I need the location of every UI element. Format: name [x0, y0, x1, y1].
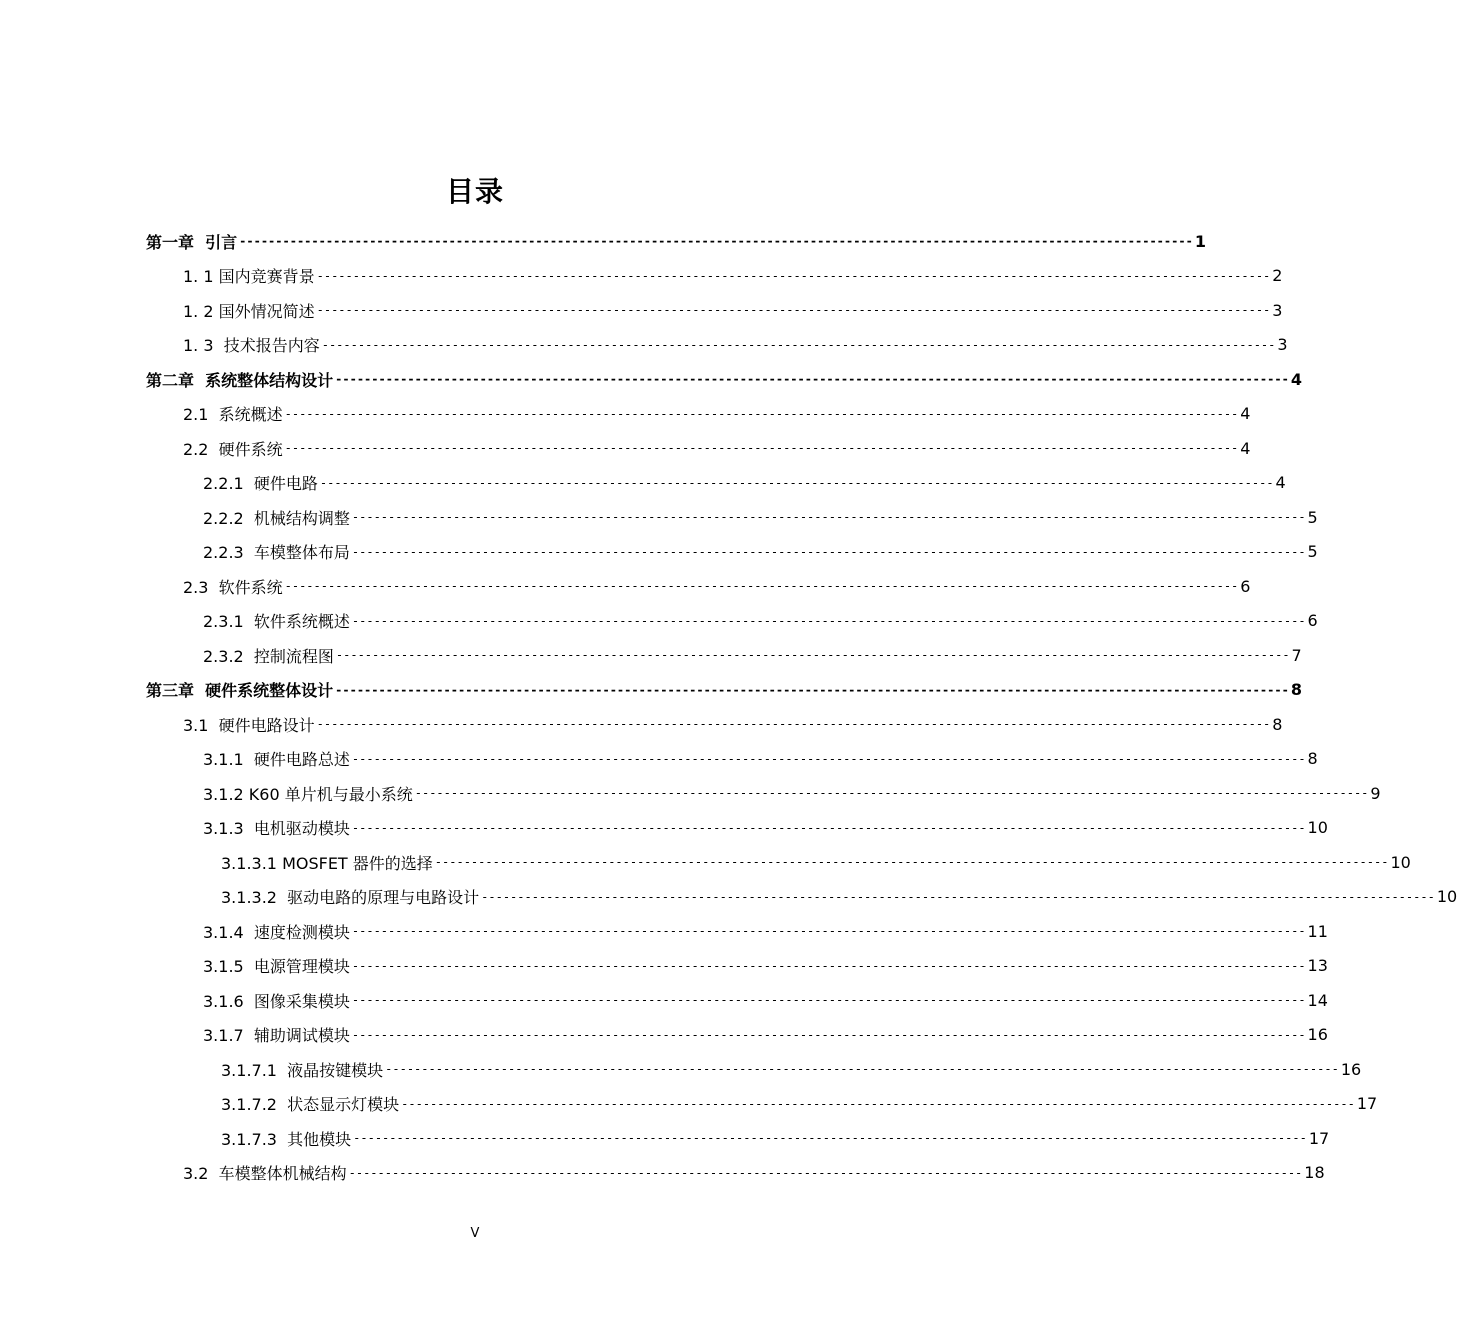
toc-entry-label: 3.1.6 图像采集模块 [203, 991, 350, 1011]
toc-entry-page: 3 [1272, 300, 1283, 320]
toc-entry-label: 3.1.3 电机驱动模块 [203, 819, 350, 838]
toc-dot-leader: ------------------------------------------------------------------------------------------------------------------------------------ [316, 268, 1271, 283]
toc-entry-3-1-7[interactable] [203, 1018, 1328, 1052]
toc-entry-page: 4 [1275, 473, 1286, 492]
toc-entry-label: 3.1.5 电源管理模块 [203, 957, 350, 976]
toc-entry-page: 6 [1240, 576, 1251, 596]
toc-entry-label: 2.2.1 硬件电路 [203, 474, 318, 493]
toc-entry-2-2-1[interactable] [203, 466, 1286, 500]
toc-entry-page: 18 [1304, 1163, 1325, 1182]
toc-entry-2-3[interactable] [183, 569, 1251, 603]
toc-entry-page: 16 [1307, 1025, 1328, 1044]
toc-entry-3-1-5[interactable] [203, 949, 1328, 983]
toc-entry-label: 3.1 硬件电路设计 [183, 715, 315, 735]
toc-entry-1-1[interactable] [183, 259, 1283, 293]
toc-entry-page: 11 [1307, 921, 1328, 941]
toc-dot-leader: ------------------------------------------------------------------------------------------------------------------------------------ [351, 993, 1306, 1007]
toc-dot-leader: ------------------------------------------------------------------------------------------------------------------------------------ [385, 1062, 1339, 1076]
toc-dot-leader: ------------------------------------------------------------------------------------------------------------------------------------ [319, 475, 1274, 490]
toc-entry-label: 3.1.1 硬件电路总述 [203, 750, 350, 769]
toc-dot-leader: ------------------------------------------------------------------------------------------------------------------------------------ [284, 441, 1239, 455]
page-number-footer: V [470, 1226, 480, 1241]
toc-entry-page: 4 [1240, 438, 1251, 458]
toc-entry-label: 2.3.1 软件系统概述 [203, 612, 350, 631]
toc-entry-label: 2.1 系统概述 [183, 405, 283, 424]
toc-entry-page: 3 [1277, 335, 1288, 354]
toc-entry-label: 2.3.2 控制流程图 [203, 646, 334, 666]
toc-entry-page: 8 [1272, 714, 1283, 734]
toc-dot-leader: ------------------------------------------------------------------------------------------------------------------------------------ [335, 372, 1289, 386]
toc-entry-label: 1. 3 技术报告内容 [183, 336, 320, 355]
toc-dot-leader: ------------------------------------------------------------------------------------------------------------------------------------ [316, 717, 1271, 731]
toc-entry-page: 8 [1307, 749, 1318, 768]
toc-entry-label: 3.1.7.3 其他模块 [221, 1129, 352, 1149]
toc-dot-leader: ------------------------------------------------------------------------------------------------------------------------------------ [351, 544, 1306, 559]
toc-entry-3-2[interactable] [183, 1156, 1325, 1190]
toc-entry-3-1-2[interactable] [203, 776, 1381, 810]
toc-entry-2-2[interactable] [183, 431, 1251, 465]
toc-dot-leader: ------------------------------------------------------------------------------------------------------------------------------------ [316, 303, 1271, 317]
toc-dot-leader: ------------------------------------------------------------------------------------------------------------------------------------ [351, 1027, 1306, 1042]
toc-entry-2-3-1[interactable] [203, 604, 1318, 638]
toc-entry-page: 10 [1390, 852, 1411, 872]
toc-entry-label: 第二章 系统整体结构设计 [146, 370, 334, 390]
toc-entry-1-2[interactable] [183, 293, 1283, 327]
toc-dot-leader: ------------------------------------------------------------------------------------------------------------------------------------ [351, 510, 1306, 524]
toc-entry-label: 2.2.2 机械结构调整 [203, 508, 350, 528]
toc-entry-label: 3.1.7.1 液晶按键模块 [221, 1060, 384, 1080]
toc-entry-page: 5 [1307, 507, 1318, 527]
toc-entry-page: 8 [1290, 680, 1302, 699]
toc-entry-label: 3.1.4 速度检测模块 [203, 922, 350, 942]
toc-entry-page: 6 [1307, 611, 1318, 630]
toc-entry-3-1-3[interactable] [203, 811, 1328, 845]
toc-entry-label: 2.2.3 车模整体布局 [203, 543, 350, 562]
toc-entry-page: 14 [1307, 990, 1328, 1010]
toc-dot-leader: ------------------------------------------------------------------------------------------------------------------------------------ [434, 855, 1389, 869]
toc-entry-3-1-6[interactable] [203, 983, 1328, 1017]
toc-entry-label: 3.1.3.2 驱动电路的原理与电路设计 [221, 888, 480, 907]
page-title: 目录 [445, 175, 504, 208]
toc-entry-1-3[interactable] [183, 328, 1288, 362]
toc-entry-chapter-2[interactable] [146, 362, 1302, 396]
toc-entry-page: 17 [1308, 1128, 1330, 1148]
toc-entry-label: 3.1.7.2 状态显示灯模块 [221, 1095, 400, 1114]
toc-entry-label: 1. 2 国外情况简述 [183, 301, 315, 321]
toc-dot-leader: ------------------------------------------------------------------------------------------------------------------------------------ [284, 406, 1239, 421]
toc-dot-leader: ------------------------------------------------------------------------------------------------------------------------------------ [335, 648, 1290, 662]
toc-dot-leader: ------------------------------------------------------------------------------------------------------------------------------------ [239, 234, 1193, 248]
toc-entry-page: 10 [1436, 887, 1457, 906]
toc-entry-page: 2 [1272, 266, 1283, 285]
toc-entry-2-1[interactable] [183, 397, 1251, 431]
toc-entry-page: 4 [1240, 404, 1251, 423]
toc-dot-leader: ------------------------------------------------------------------------------------------------------------------------------------ [351, 820, 1306, 835]
toc-entry-3-1-4[interactable] [203, 914, 1328, 948]
toc-entry-page: 13 [1307, 956, 1328, 975]
toc-entry-chapter-3[interactable] [146, 673, 1302, 707]
toc-entry-3-1-3-2[interactable] [221, 880, 1457, 914]
toc-dot-leader: ------------------------------------------------------------------------------------------------------------------------------------ [351, 958, 1306, 973]
toc-entry-page: 7 [1291, 645, 1302, 665]
toc-entry-label: 第一章 引言 [146, 232, 238, 252]
toc-entry-label: 第三章 硬件系统整体设计 [146, 681, 334, 700]
toc-entry-3-1-7-3[interactable] [221, 1121, 1330, 1155]
toc-entry-page: 4 [1290, 369, 1302, 389]
toc-dot-leader: ------------------------------------------------------------------------------------------------------------------------------------ [348, 1165, 1303, 1180]
toc-dot-leader: ------------------------------------------------------------------------------------------------------------------------------------ [351, 924, 1306, 938]
toc-entry-page: 17 [1356, 1094, 1378, 1113]
toc-entry-2-2-3[interactable] [203, 535, 1318, 569]
toc-dot-leader: ------------------------------------------------------------------------------------------------------------------------------------ [414, 786, 1369, 800]
toc-entry-label: 1. 1 国内竞赛背景 [183, 267, 315, 286]
toc-entry-page: 9 [1370, 783, 1381, 803]
toc-entry-label: 2.2 硬件系统 [183, 439, 283, 459]
toc-entry-label: 3.1.2 K60 单片机与最小系统 [203, 784, 413, 804]
toc-dot-leader: ------------------------------------------------------------------------------------------------------------------------------------ [284, 579, 1239, 593]
toc-dot-leader: ------------------------------------------------------------------------------------------------------------------------------------ [321, 337, 1276, 352]
toc-dot-leader: ------------------------------------------------------------------------------------------------------------------------------------ [401, 1096, 1355, 1111]
toc-entry-2-3-2[interactable] [203, 638, 1302, 672]
toc-entry-3-1-1[interactable] [203, 742, 1318, 776]
toc-entry-3-1-3-1[interactable] [221, 845, 1411, 879]
toc-entry-chapter-1[interactable] [146, 224, 1206, 258]
toc-entry-label: 3.2 车模整体机械结构 [183, 1164, 347, 1183]
toc-dot-leader: ------------------------------------------------------------------------------------------------------------------------------------ [335, 682, 1289, 697]
toc-dot-leader: ------------------------------------------------------------------------------------------------------------------------------------ [353, 1131, 1307, 1145]
toc-entry-label: 3.1.7 辅助调试模块 [203, 1026, 350, 1045]
toc-entry-3-1[interactable] [183, 707, 1283, 741]
toc-dot-leader: ------------------------------------------------------------------------------------------------------------------------------------ [481, 889, 1435, 904]
toc-dot-leader: ------------------------------------------------------------------------------------------------------------------------------------ [351, 613, 1306, 628]
toc-entry-3-1-7-1[interactable] [221, 1052, 1362, 1086]
toc-entry-label: 2.3 软件系统 [183, 577, 283, 597]
toc-entry-page: 5 [1307, 542, 1318, 561]
toc-entry-page: 16 [1340, 1059, 1362, 1079]
toc-entry-page: 10 [1307, 818, 1328, 837]
toc-entry-label: 3.1.3.1 MOSFET 器件的选择 [221, 853, 433, 873]
toc-dot-leader: ------------------------------------------------------------------------------------------------------------------------------------ [351, 751, 1306, 766]
toc-entry-2-2-2[interactable] [203, 500, 1318, 534]
toc-entry-page: 1 [1194, 231, 1206, 251]
toc-entry-3-1-7-2[interactable] [221, 1087, 1378, 1121]
